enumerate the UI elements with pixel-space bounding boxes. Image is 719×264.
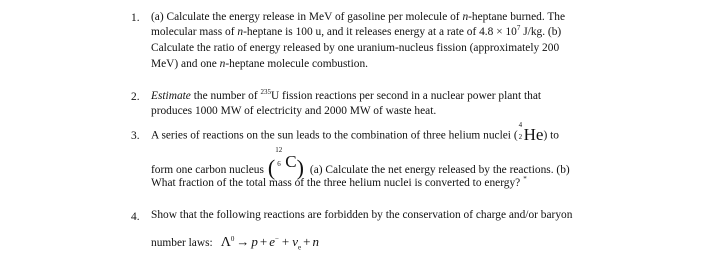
- problem-2-line-2: produces 1000 MW of electricity and 2000 MW of waste heat.: [151, 105, 437, 117]
- problem-1-line-4: MeV) and one n-heptane molecule combustion.: [151, 58, 368, 70]
- problem-3-line-2: form one carbon nucleus ( 12 6 C) (a) Calculate the net energy released by the reactions. (b): [151, 146, 570, 180]
- problem-2-number: 2.: [131, 91, 140, 103]
- problem-3-line-1: A series of reactions on the sun leads to the combination of three helium nuclei ( 4 2 He) to: [151, 121, 559, 144]
- problem-3-line-3: What fraction of the total mass of the three helium nuclei is converted to energy? *: [151, 175, 527, 189]
- problem-4-line-2: number laws: $\Lambda^0 \to p + e^- + \nu_e + n$: [151, 234, 319, 252]
- problem-4-number: 4.: [131, 211, 140, 223]
- problem-1-line-3: Calculate the ratio of energy released by one uranium-nucleus fission (approximately 200: [151, 42, 560, 54]
- problem-1-line-1: (a) Calculate the energy release in MeV of gasoline per molecule of n-heptane burned. The: [151, 11, 566, 23]
- problem-2-line-1: Estimate the number of $^{235}$U fission reactions per second in a nuclear power plant that: [151, 88, 542, 102]
- problem-1-line-2: molecular mass of n-heptane is 100 u, and it releases energy at a rate of $4.8 \times 10^7$ J/kg. (b): [151, 24, 562, 38]
- problem-4-line-1: Show that the following reactions are forbidden by the conservation of charge and/or baryon: [151, 209, 573, 221]
- carbon-nuclide: 12 6 C: [275, 146, 297, 172]
- problem-3-number: 3.: [131, 130, 140, 142]
- problem-1-number: 1.: [131, 12, 140, 24]
- helium-nuclide: 4 2 He: [518, 121, 544, 144]
